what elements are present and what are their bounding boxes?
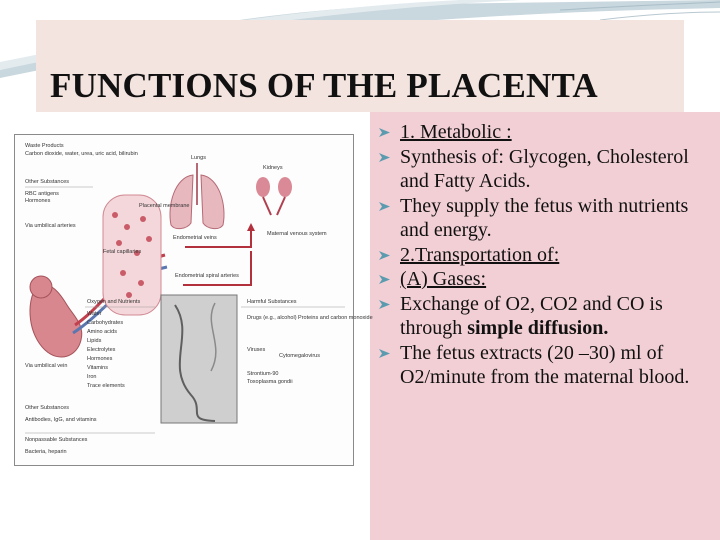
label-nutrient-item: Electrolytes: [87, 347, 116, 353]
label-endometrial-arteries: Endometrial spiral arteries: [175, 273, 239, 279]
nutrient-list: [87, 311, 125, 389]
label-other1: Other Substances: [25, 179, 70, 185]
bullet-metabolic: [374, 120, 718, 145]
bullet-extracts: [374, 341, 718, 390]
label-nutrient-item: Trace elements: [87, 383, 125, 389]
bullet-arrow-icon: [378, 298, 391, 311]
label-waste: Waste Products: [25, 143, 64, 149]
label-nutrient-item: Carbohydrates: [87, 320, 124, 326]
kidneys-icon: [256, 177, 292, 215]
fetus-icon: [30, 276, 82, 357]
label-hormones-top: Hormones: [25, 198, 51, 204]
label-kidneys: Kidneys: [263, 165, 283, 171]
label-umb-vein: Via umbilical vein: [25, 363, 68, 369]
bullet-arrow-icon: [378, 151, 391, 164]
label-harmful: Harmful Substances: [247, 299, 297, 305]
label-placental-membrane: Placental membrane: [139, 203, 190, 209]
label-endometrial-veins: Endometrial veins: [173, 235, 217, 241]
bullet-text: Synthesis of: Glycogen, Cholesterol and Fatty Acids.: [400, 145, 689, 192]
label-cytomegalovirus: Cytomegalovirus: [279, 353, 320, 359]
label-other2-sub: Antibodies, IgG, and vitamins: [25, 417, 97, 423]
bullet-text: (A) Gases:: [400, 268, 487, 290]
bullet-arrow-icon: [378, 126, 391, 139]
bullet-text: Exchange of O2, CO2 and CO is through: [400, 292, 663, 339]
label-maternal-venous: Maternal venous system: [267, 231, 327, 237]
bullet-arrow-icon: [378, 347, 391, 360]
bullet-exchange: [374, 292, 718, 341]
placenta-diagram: [14, 134, 373, 466]
label-nonpass-sub: Bacteria, heparin: [25, 449, 67, 455]
label-nutrient-item: Water: [87, 311, 102, 317]
label-nutrient-item: Hormones: [87, 356, 113, 362]
bullet-arrow-icon: [378, 200, 391, 213]
label-nonpass: Nonpassable Substances: [25, 437, 88, 443]
bullet-arrow-icon: [378, 273, 391, 286]
label-fetal-capillaries: Fetal capillaries: [103, 249, 142, 255]
label-nutrient-item: Vitamins: [87, 365, 108, 371]
bullet-gases: [374, 267, 718, 292]
label-nutrient-item: Iron: [87, 374, 97, 380]
bullet-transportation: [374, 243, 718, 268]
bullet-synthesis: [374, 145, 718, 194]
slide-title: FUNCTIONS OF THE PLACENTA: [50, 66, 598, 105]
bullet-supply: [374, 194, 718, 243]
bullet-text: The fetus extracts (20 –30) ml of O2/minute from the maternal blood.: [400, 341, 690, 388]
label-nutrient-item: Amino acids: [87, 329, 117, 335]
label-oxygen: Oxygen and Nutrients: [87, 299, 141, 305]
label-nutrient-item: Lipids: [87, 338, 102, 344]
label-waste-sub: Carbon dioxide, water, urea, uric acid, bilirubin: [25, 151, 138, 157]
label-viruses: Viruses: [247, 347, 266, 353]
lungs-icon: [170, 163, 224, 229]
bullet-text: They supply the fetus with nutrients and energy.: [400, 194, 689, 241]
label-toxoplasma: Toxoplasma gondii: [247, 379, 293, 385]
bullet-list: [374, 120, 718, 390]
bullet-text: 2.Transportation of:: [400, 243, 560, 266]
label-lungs: Lungs: [191, 155, 206, 161]
label-umb-artery: Via umbilical arteries: [25, 223, 76, 229]
label-harmful-sub: Drugs (e.g., alcohol) Proteins and carbon monoxide: [247, 315, 373, 321]
label-strontium: Strontium-90: [247, 371, 279, 377]
placenta-diagram-svg: [15, 135, 373, 465]
bullet-text-bold: simple diffusion.: [467, 317, 609, 339]
bullet-text: 1. Metabolic :: [400, 121, 512, 143]
bullet-arrow-icon: [378, 249, 391, 262]
label-rbc: RBC antigens: [25, 191, 59, 197]
label-other2: Other Substances: [25, 405, 70, 411]
